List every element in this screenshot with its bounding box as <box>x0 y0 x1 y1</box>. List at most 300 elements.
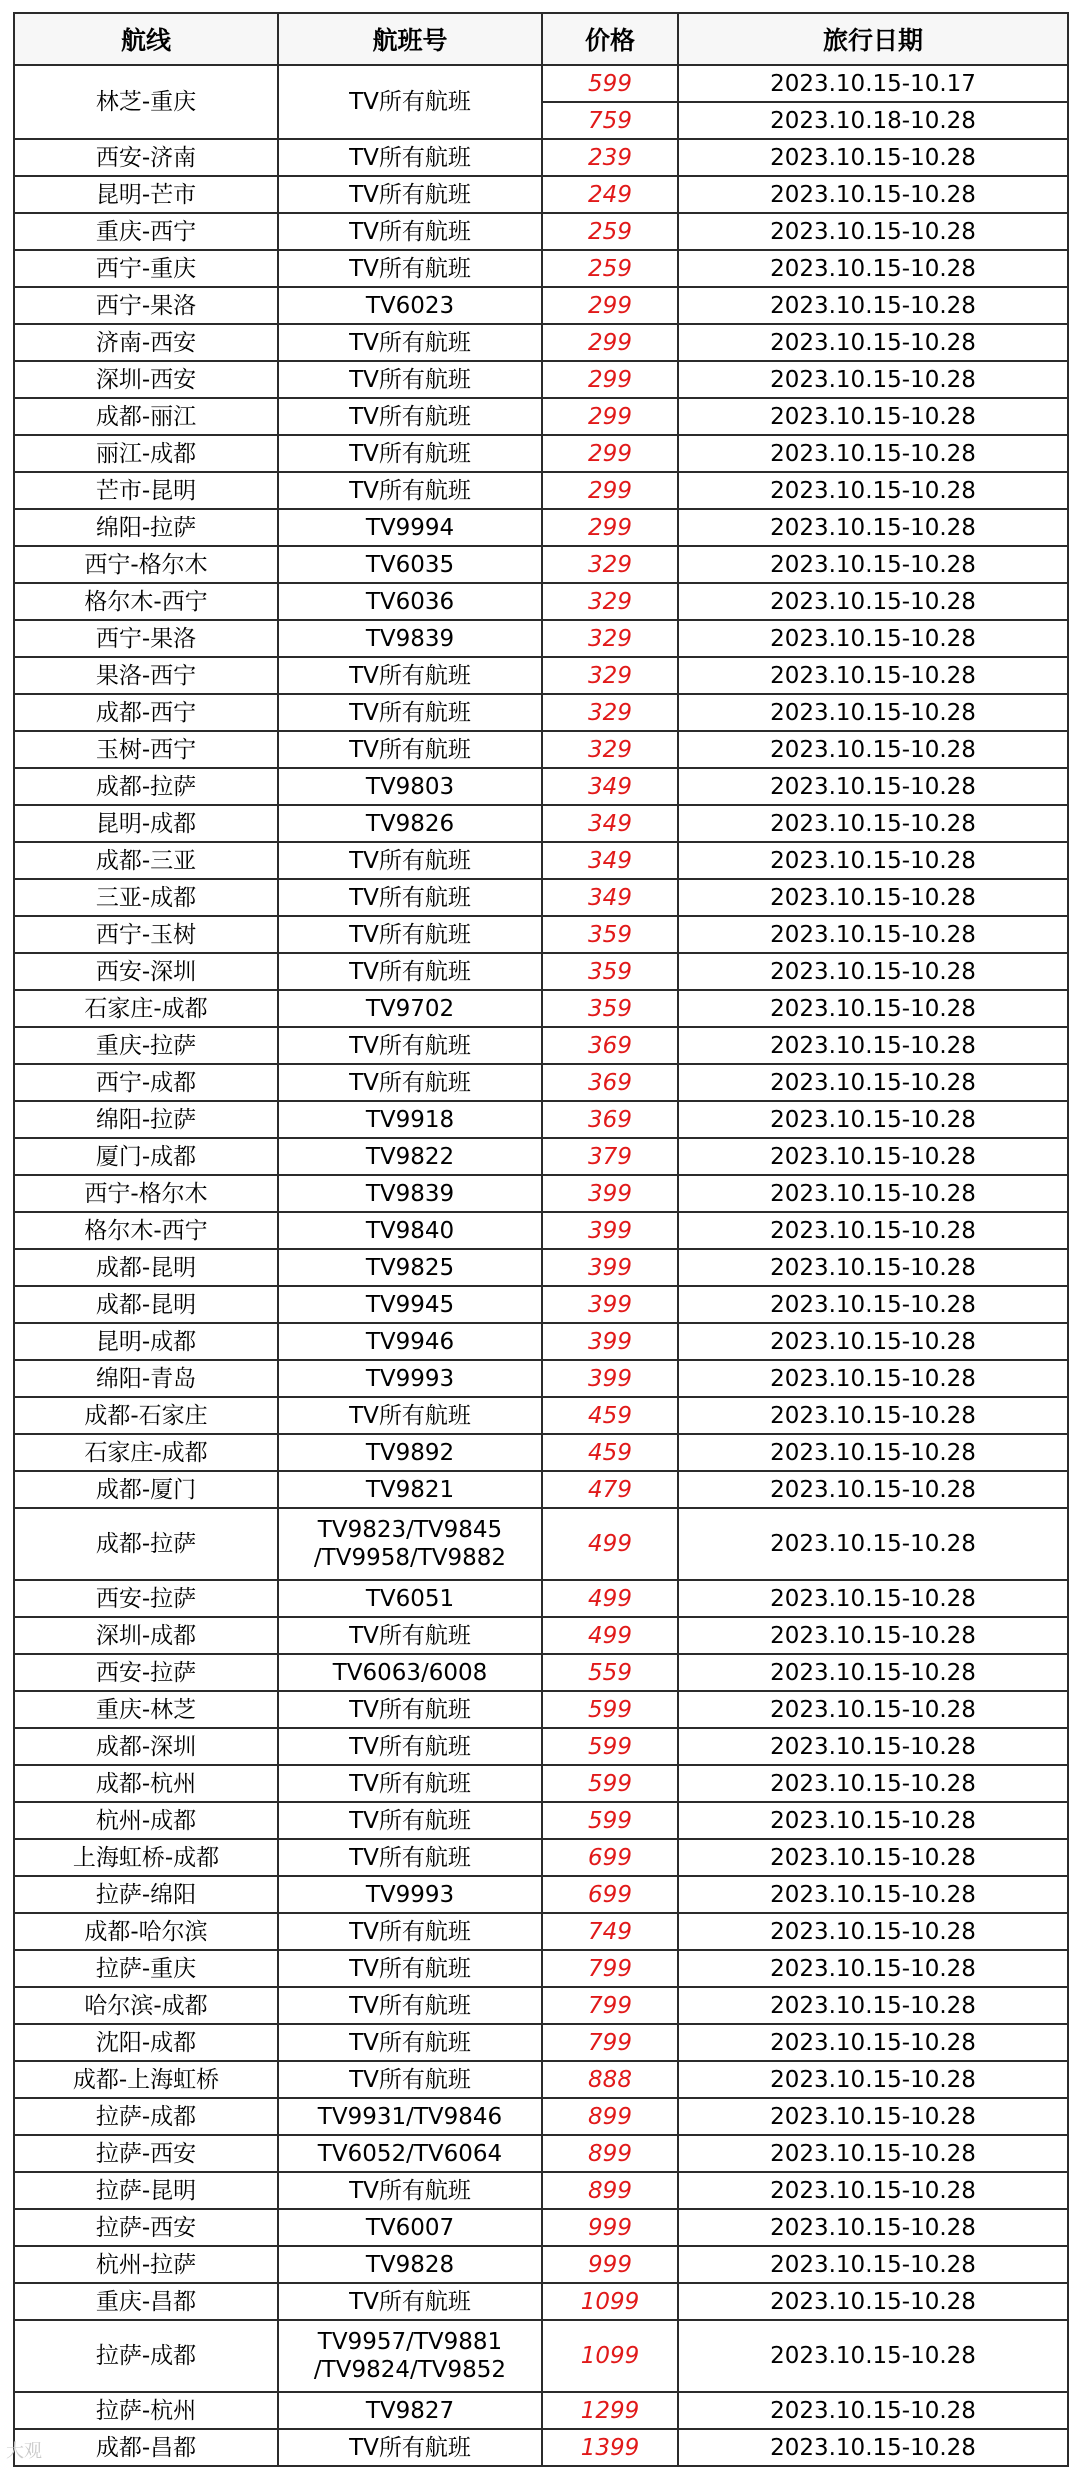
date-cell: 2023.10.15-10.28 <box>678 1249 1068 1286</box>
route-cell: 西宁-成都 <box>14 1064 278 1101</box>
route-cell: 哈尔滨-成都 <box>14 1987 278 2024</box>
route-cell: 格尔木-西宁 <box>14 583 278 620</box>
flight-cell: TV所有航班 <box>278 694 542 731</box>
price-cell: 249 <box>542 176 678 213</box>
price-cell: 299 <box>542 361 678 398</box>
table-row <box>14 1434 1068 1471</box>
route-cell: 三亚-成都 <box>14 879 278 916</box>
price-cell: 699 <box>542 1876 678 1913</box>
price-cell: 399 <box>542 1175 678 1212</box>
flight-cell: TV9823/TV9845 /TV9958/TV9882 <box>278 1508 542 1580</box>
route-cell: 西宁-玉树 <box>14 916 278 953</box>
price-cell: 329 <box>542 546 678 583</box>
price-cell: 239 <box>542 139 678 176</box>
price-cell: 479 <box>542 1471 678 1508</box>
date-cell: 2023.10.15-10.28 <box>678 916 1068 953</box>
date-cell: 2023.10.15-10.28 <box>678 1138 1068 1175</box>
price-cell: 259 <box>542 250 678 287</box>
flight-cell: TV6051 <box>278 1580 542 1617</box>
date-cell: 2023.10.15-10.28 <box>678 1580 1068 1617</box>
price-cell: 299 <box>542 324 678 361</box>
route-cell: 杭州-成都 <box>14 1802 278 1839</box>
flight-cell: TV所有航班 <box>278 472 542 509</box>
date-cell: 2023.10.15-10.28 <box>678 768 1068 805</box>
flight-cell: TV9839 <box>278 1175 542 1212</box>
route-cell: 昆明-成都 <box>14 1323 278 1360</box>
flight-cell: TV所有航班 <box>278 1691 542 1728</box>
route-cell: 格尔木-西宁 <box>14 1212 278 1249</box>
price-cell: 799 <box>542 1950 678 1987</box>
fare-table <box>13 12 1069 2467</box>
route-cell: 西宁-果洛 <box>14 287 278 324</box>
date-cell: 2023.10.15-10.28 <box>678 1950 1068 1987</box>
flight-cell: TV9957/TV9881 /TV9824/TV9852 <box>278 2320 542 2392</box>
table-row <box>14 1360 1068 1397</box>
date-cell: 2023.10.15-10.28 <box>678 2320 1068 2392</box>
table-row <box>14 213 1068 250</box>
date-cell: 2023.10.15-10.28 <box>678 1987 1068 2024</box>
flight-cell: TV所有航班 <box>278 1064 542 1101</box>
route-cell: 成都-丽江 <box>14 398 278 435</box>
route-cell: 拉萨-西安 <box>14 2135 278 2172</box>
route-cell: 成都-杭州 <box>14 1765 278 1802</box>
date-cell: 2023.10.15-10.28 <box>678 472 1068 509</box>
table-row <box>14 1101 1068 1138</box>
route-cell: 昆明-芒市 <box>14 176 278 213</box>
flight-cell: TV9827 <box>278 2392 542 2429</box>
flight-cell: TV9994 <box>278 509 542 546</box>
table-row <box>14 1876 1068 1913</box>
price-cell: 299 <box>542 287 678 324</box>
route-cell: 成都-拉萨 <box>14 1508 278 1580</box>
route-cell: 成都-昌都 <box>14 2429 278 2466</box>
date-cell: 2023.10.15-10.28 <box>678 842 1068 879</box>
flight-cell: TV所有航班 <box>278 65 542 139</box>
header-route: 航线 <box>14 13 278 65</box>
date-cell: 2023.10.15-10.28 <box>678 2429 1068 2466</box>
price-cell: 1399 <box>542 2429 678 2466</box>
route-cell: 玉树-西宁 <box>14 731 278 768</box>
price-cell: 399 <box>542 1249 678 1286</box>
header-date: 旅行日期 <box>678 13 1068 65</box>
route-cell: 西宁-格尔木 <box>14 1175 278 1212</box>
table-body <box>14 65 1068 2466</box>
price-cell: 459 <box>542 1397 678 1434</box>
price-cell: 599 <box>542 1802 678 1839</box>
price-cell: 299 <box>542 435 678 472</box>
table-row <box>14 1064 1068 1101</box>
price-cell: 499 <box>542 1580 678 1617</box>
flight-cell: TV所有航班 <box>278 1027 542 1064</box>
date-cell: 2023.10.15-10.28 <box>678 953 1068 990</box>
price-cell: 899 <box>542 2172 678 2209</box>
route-cell: 成都-西宁 <box>14 694 278 731</box>
route-cell: 沈阳-成都 <box>14 2024 278 2061</box>
table-row <box>14 879 1068 916</box>
table-row <box>14 2429 1068 2466</box>
flight-cell: TV所有航班 <box>278 176 542 213</box>
table-row <box>14 435 1068 472</box>
flight-cell: TV9822 <box>278 1138 542 1175</box>
table-row <box>14 768 1068 805</box>
flight-cell: TV9826 <box>278 805 542 842</box>
date-cell: 2023.10.15-10.17 <box>678 65 1068 102</box>
route-cell: 西宁-格尔木 <box>14 546 278 583</box>
flight-cell: TV所有航班 <box>278 1839 542 1876</box>
date-cell: 2023.10.15-10.28 <box>678 1471 1068 1508</box>
price-cell: 999 <box>542 2246 678 2283</box>
route-cell: 西宁-重庆 <box>14 250 278 287</box>
flight-cell: TV6007 <box>278 2209 542 2246</box>
table-row <box>14 1839 1068 1876</box>
table-row <box>14 398 1068 435</box>
route-cell: 济南-西安 <box>14 324 278 361</box>
price-cell: 349 <box>542 768 678 805</box>
table-row <box>14 1508 1068 1580</box>
route-cell: 成都-石家庄 <box>14 1397 278 1434</box>
price-cell: 329 <box>542 620 678 657</box>
route-cell: 林芝-重庆 <box>14 65 278 139</box>
date-cell: 2023.10.15-10.28 <box>678 361 1068 398</box>
route-cell: 拉萨-昆明 <box>14 2172 278 2209</box>
flight-cell: TV所有航班 <box>278 1987 542 2024</box>
table-row <box>14 176 1068 213</box>
date-cell: 2023.10.15-10.28 <box>678 2246 1068 2283</box>
price-cell: 399 <box>542 1360 678 1397</box>
date-cell: 2023.10.15-10.28 <box>678 1212 1068 1249</box>
watermark: 大观 <box>6 2441 42 2462</box>
route-cell: 昆明-成都 <box>14 805 278 842</box>
header-flight: 航班号 <box>278 13 542 65</box>
flight-cell: TV9840 <box>278 1212 542 1249</box>
flight-cell: TV9993 <box>278 1360 542 1397</box>
date-cell: 2023.10.15-10.28 <box>678 1802 1068 1839</box>
price-cell: 369 <box>542 1027 678 1064</box>
date-cell: 2023.10.15-10.28 <box>678 2392 1068 2429</box>
price-cell: 349 <box>542 842 678 879</box>
flight-cell: TV所有航班 <box>278 1728 542 1765</box>
date-cell: 2023.10.15-10.28 <box>678 546 1068 583</box>
price-cell: 599 <box>542 1728 678 1765</box>
table-row <box>14 1765 1068 1802</box>
date-cell: 2023.10.15-10.28 <box>678 694 1068 731</box>
route-cell: 石家庄-成都 <box>14 1434 278 1471</box>
flight-cell: TV所有航班 <box>278 2024 542 2061</box>
table-row <box>14 2246 1068 2283</box>
table-row <box>14 694 1068 731</box>
table-row <box>14 1471 1068 1508</box>
date-cell: 2023.10.15-10.28 <box>678 1101 1068 1138</box>
date-cell: 2023.10.15-10.28 <box>678 1876 1068 1913</box>
date-cell: 2023.10.15-10.28 <box>678 1913 1068 1950</box>
flight-cell: TV所有航班 <box>278 2061 542 2098</box>
table-row <box>14 1987 1068 2024</box>
table-row <box>14 731 1068 768</box>
flight-cell: TV所有航班 <box>278 953 542 990</box>
table-row <box>14 953 1068 990</box>
date-cell: 2023.10.15-10.28 <box>678 1765 1068 1802</box>
route-cell: 丽江-成都 <box>14 435 278 472</box>
table-header <box>14 13 1068 65</box>
date-cell: 2023.10.15-10.28 <box>678 2098 1068 2135</box>
date-cell: 2023.10.15-10.28 <box>678 2135 1068 2172</box>
table-row <box>14 1691 1068 1728</box>
price-cell: 399 <box>542 1286 678 1323</box>
route-cell: 西安-济南 <box>14 139 278 176</box>
date-cell: 2023.10.15-10.28 <box>678 1286 1068 1323</box>
route-cell: 拉萨-西安 <box>14 2209 278 2246</box>
price-cell: 349 <box>542 879 678 916</box>
route-cell: 成都-上海虹桥 <box>14 2061 278 2098</box>
price-cell: 379 <box>542 1138 678 1175</box>
date-cell: 2023.10.15-10.28 <box>678 1175 1068 1212</box>
price-cell: 749 <box>542 1913 678 1950</box>
route-cell: 石家庄-成都 <box>14 990 278 1027</box>
table-row <box>14 361 1068 398</box>
flight-cell: TV所有航班 <box>278 435 542 472</box>
route-cell: 拉萨-杭州 <box>14 2392 278 2429</box>
route-cell: 芒市-昆明 <box>14 472 278 509</box>
price-cell: 999 <box>542 2209 678 2246</box>
flight-cell: TV9931/TV9846 <box>278 2098 542 2135</box>
date-cell: 2023.10.15-10.28 <box>678 805 1068 842</box>
price-cell: 559 <box>542 1654 678 1691</box>
price-cell: 459 <box>542 1434 678 1471</box>
price-cell: 599 <box>542 1765 678 1802</box>
flight-cell: TV9839 <box>278 620 542 657</box>
date-cell: 2023.10.15-10.28 <box>678 1654 1068 1691</box>
header-price: 价格 <box>542 13 678 65</box>
date-cell: 2023.10.15-10.28 <box>678 990 1068 1027</box>
flight-cell: TV所有航班 <box>278 879 542 916</box>
table-row <box>14 1138 1068 1175</box>
table-row <box>14 1802 1068 1839</box>
flight-cell: TV所有航班 <box>278 2172 542 2209</box>
route-cell: 西安-深圳 <box>14 953 278 990</box>
flight-cell: TV9918 <box>278 1101 542 1138</box>
route-cell: 拉萨-成都 <box>14 2320 278 2392</box>
route-cell: 厦门-成都 <box>14 1138 278 1175</box>
route-cell: 成都-昆明 <box>14 1286 278 1323</box>
table-row <box>14 1580 1068 1617</box>
flight-cell: TV9945 <box>278 1286 542 1323</box>
table-row <box>14 2172 1068 2209</box>
price-cell: 759 <box>542 102 678 139</box>
table-row <box>14 1212 1068 1249</box>
date-cell: 2023.10.15-10.28 <box>678 2172 1068 2209</box>
price-cell: 359 <box>542 990 678 1027</box>
route-cell: 成都-拉萨 <box>14 768 278 805</box>
route-cell: 重庆-昌都 <box>14 2283 278 2320</box>
price-cell: 369 <box>542 1101 678 1138</box>
price-cell: 359 <box>542 916 678 953</box>
table-row <box>14 1617 1068 1654</box>
table-row <box>14 916 1068 953</box>
table-row <box>14 805 1068 842</box>
date-cell: 2023.10.15-10.28 <box>678 1617 1068 1654</box>
flight-cell: TV6063/6008 <box>278 1654 542 1691</box>
flight-cell: TV9821 <box>278 1471 542 1508</box>
date-cell: 2023.10.15-10.28 <box>678 879 1068 916</box>
table-row <box>14 2135 1068 2172</box>
route-cell: 果洛-西宁 <box>14 657 278 694</box>
date-cell: 2023.10.15-10.28 <box>678 731 1068 768</box>
date-cell: 2023.10.15-10.28 <box>678 435 1068 472</box>
route-cell: 拉萨-重庆 <box>14 1950 278 1987</box>
route-cell: 成都-三亚 <box>14 842 278 879</box>
date-cell: 2023.10.15-10.28 <box>678 657 1068 694</box>
table-row <box>14 842 1068 879</box>
date-cell: 2023.10.15-10.28 <box>678 620 1068 657</box>
table-row <box>14 324 1068 361</box>
flight-cell: TV9828 <box>278 2246 542 2283</box>
date-cell: 2023.10.15-10.28 <box>678 2061 1068 2098</box>
route-cell: 绵阳-拉萨 <box>14 509 278 546</box>
date-cell: 2023.10.15-10.28 <box>678 176 1068 213</box>
flight-cell: TV9892 <box>278 1434 542 1471</box>
flight-cell: TV所有航班 <box>278 139 542 176</box>
table-row <box>14 1397 1068 1434</box>
price-cell: 259 <box>542 213 678 250</box>
date-cell: 2023.10.15-10.28 <box>678 583 1068 620</box>
table-row <box>14 65 1068 102</box>
flight-cell: TV所有航班 <box>278 1397 542 1434</box>
price-cell: 799 <box>542 1987 678 2024</box>
table-row <box>14 1323 1068 1360</box>
table-row <box>14 990 1068 1027</box>
date-cell: 2023.10.15-10.28 <box>678 1360 1068 1397</box>
flight-cell: TV所有航班 <box>278 731 542 768</box>
flight-cell: TV所有航班 <box>278 1913 542 1950</box>
flight-cell: TV所有航班 <box>278 1802 542 1839</box>
date-cell: 2023.10.15-10.28 <box>678 509 1068 546</box>
date-cell: 2023.10.15-10.28 <box>678 2024 1068 2061</box>
price-cell: 329 <box>542 657 678 694</box>
flight-cell: TV6035 <box>278 546 542 583</box>
table-row <box>14 1950 1068 1987</box>
table-row <box>14 1654 1068 1691</box>
route-cell: 杭州-拉萨 <box>14 2246 278 2283</box>
date-cell: 2023.10.15-10.28 <box>678 287 1068 324</box>
price-cell: 1299 <box>542 2392 678 2429</box>
table-row <box>14 2392 1068 2429</box>
flight-cell: TV所有航班 <box>278 1765 542 1802</box>
route-cell: 重庆-拉萨 <box>14 1027 278 1064</box>
date-cell: 2023.10.15-10.28 <box>678 139 1068 176</box>
table-row <box>14 1286 1068 1323</box>
route-cell: 成都-哈尔滨 <box>14 1913 278 1950</box>
price-cell: 399 <box>542 1212 678 1249</box>
table-row <box>14 1175 1068 1212</box>
route-cell: 重庆-林芝 <box>14 1691 278 1728</box>
price-cell: 799 <box>542 2024 678 2061</box>
table-row <box>14 139 1068 176</box>
table-row <box>14 1249 1068 1286</box>
date-cell: 2023.10.18-10.28 <box>678 102 1068 139</box>
price-cell: 599 <box>542 65 678 102</box>
date-cell: 2023.10.15-10.28 <box>678 1064 1068 1101</box>
price-cell: 499 <box>542 1617 678 1654</box>
flight-cell: TV所有航班 <box>278 324 542 361</box>
flight-cell: TV所有航班 <box>278 213 542 250</box>
table-row <box>14 620 1068 657</box>
table-row <box>14 2098 1068 2135</box>
table-row <box>14 287 1068 324</box>
price-cell: 699 <box>542 1839 678 1876</box>
flight-cell: TV9702 <box>278 990 542 1027</box>
table-row <box>14 1913 1068 1950</box>
date-cell: 2023.10.15-10.28 <box>678 1027 1068 1064</box>
route-cell: 西宁-果洛 <box>14 620 278 657</box>
table-row <box>14 1728 1068 1765</box>
route-cell: 深圳-西安 <box>14 361 278 398</box>
table-row <box>14 1027 1068 1064</box>
header-row <box>14 13 1068 65</box>
route-cell: 拉萨-绵阳 <box>14 1876 278 1913</box>
price-cell: 359 <box>542 953 678 990</box>
price-cell: 299 <box>542 509 678 546</box>
flight-cell: TV所有航班 <box>278 2429 542 2466</box>
date-cell: 2023.10.15-10.28 <box>678 2283 1068 2320</box>
date-cell: 2023.10.15-10.28 <box>678 1397 1068 1434</box>
date-cell: 2023.10.15-10.28 <box>678 1323 1068 1360</box>
flight-cell: TV所有航班 <box>278 250 542 287</box>
price-cell: 329 <box>542 583 678 620</box>
price-cell: 329 <box>542 731 678 768</box>
flight-cell: TV9993 <box>278 1876 542 1913</box>
price-cell: 599 <box>542 1691 678 1728</box>
table-row <box>14 2024 1068 2061</box>
date-cell: 2023.10.15-10.28 <box>678 2209 1068 2246</box>
date-cell: 2023.10.15-10.28 <box>678 1434 1068 1471</box>
flight-cell: TV所有航班 <box>278 1617 542 1654</box>
flight-cell: TV所有航班 <box>278 842 542 879</box>
price-cell: 329 <box>542 694 678 731</box>
flight-cell: TV所有航班 <box>278 361 542 398</box>
price-cell: 299 <box>542 398 678 435</box>
route-cell: 西安-拉萨 <box>14 1580 278 1617</box>
route-cell: 成都-厦门 <box>14 1471 278 1508</box>
route-cell: 成都-昆明 <box>14 1249 278 1286</box>
route-cell: 上海虹桥-成都 <box>14 1839 278 1876</box>
route-cell: 拉萨-成都 <box>14 2098 278 2135</box>
flight-cell: TV所有航班 <box>278 916 542 953</box>
price-cell: 899 <box>542 2135 678 2172</box>
date-cell: 2023.10.15-10.28 <box>678 1508 1068 1580</box>
flight-cell: TV所有航班 <box>278 1950 542 1987</box>
date-cell: 2023.10.15-10.28 <box>678 1839 1068 1876</box>
flight-cell: TV所有航班 <box>278 2283 542 2320</box>
table-row <box>14 472 1068 509</box>
flight-cell: TV6052/TV6064 <box>278 2135 542 2172</box>
route-cell: 西安-拉萨 <box>14 1654 278 1691</box>
flight-cell: TV所有航班 <box>278 398 542 435</box>
date-cell: 2023.10.15-10.28 <box>678 213 1068 250</box>
date-cell: 2023.10.15-10.28 <box>678 1728 1068 1765</box>
price-cell: 369 <box>542 1064 678 1101</box>
route-cell: 成都-深圳 <box>14 1728 278 1765</box>
route-cell: 绵阳-青岛 <box>14 1360 278 1397</box>
price-cell: 1099 <box>542 2320 678 2392</box>
flight-cell: TV9825 <box>278 1249 542 1286</box>
price-cell: 499 <box>542 1508 678 1580</box>
route-cell: 深圳-成都 <box>14 1617 278 1654</box>
date-cell: 2023.10.15-10.28 <box>678 398 1068 435</box>
route-cell: 重庆-西宁 <box>14 213 278 250</box>
price-cell: 349 <box>542 805 678 842</box>
table-row <box>14 546 1068 583</box>
route-cell: 绵阳-拉萨 <box>14 1101 278 1138</box>
